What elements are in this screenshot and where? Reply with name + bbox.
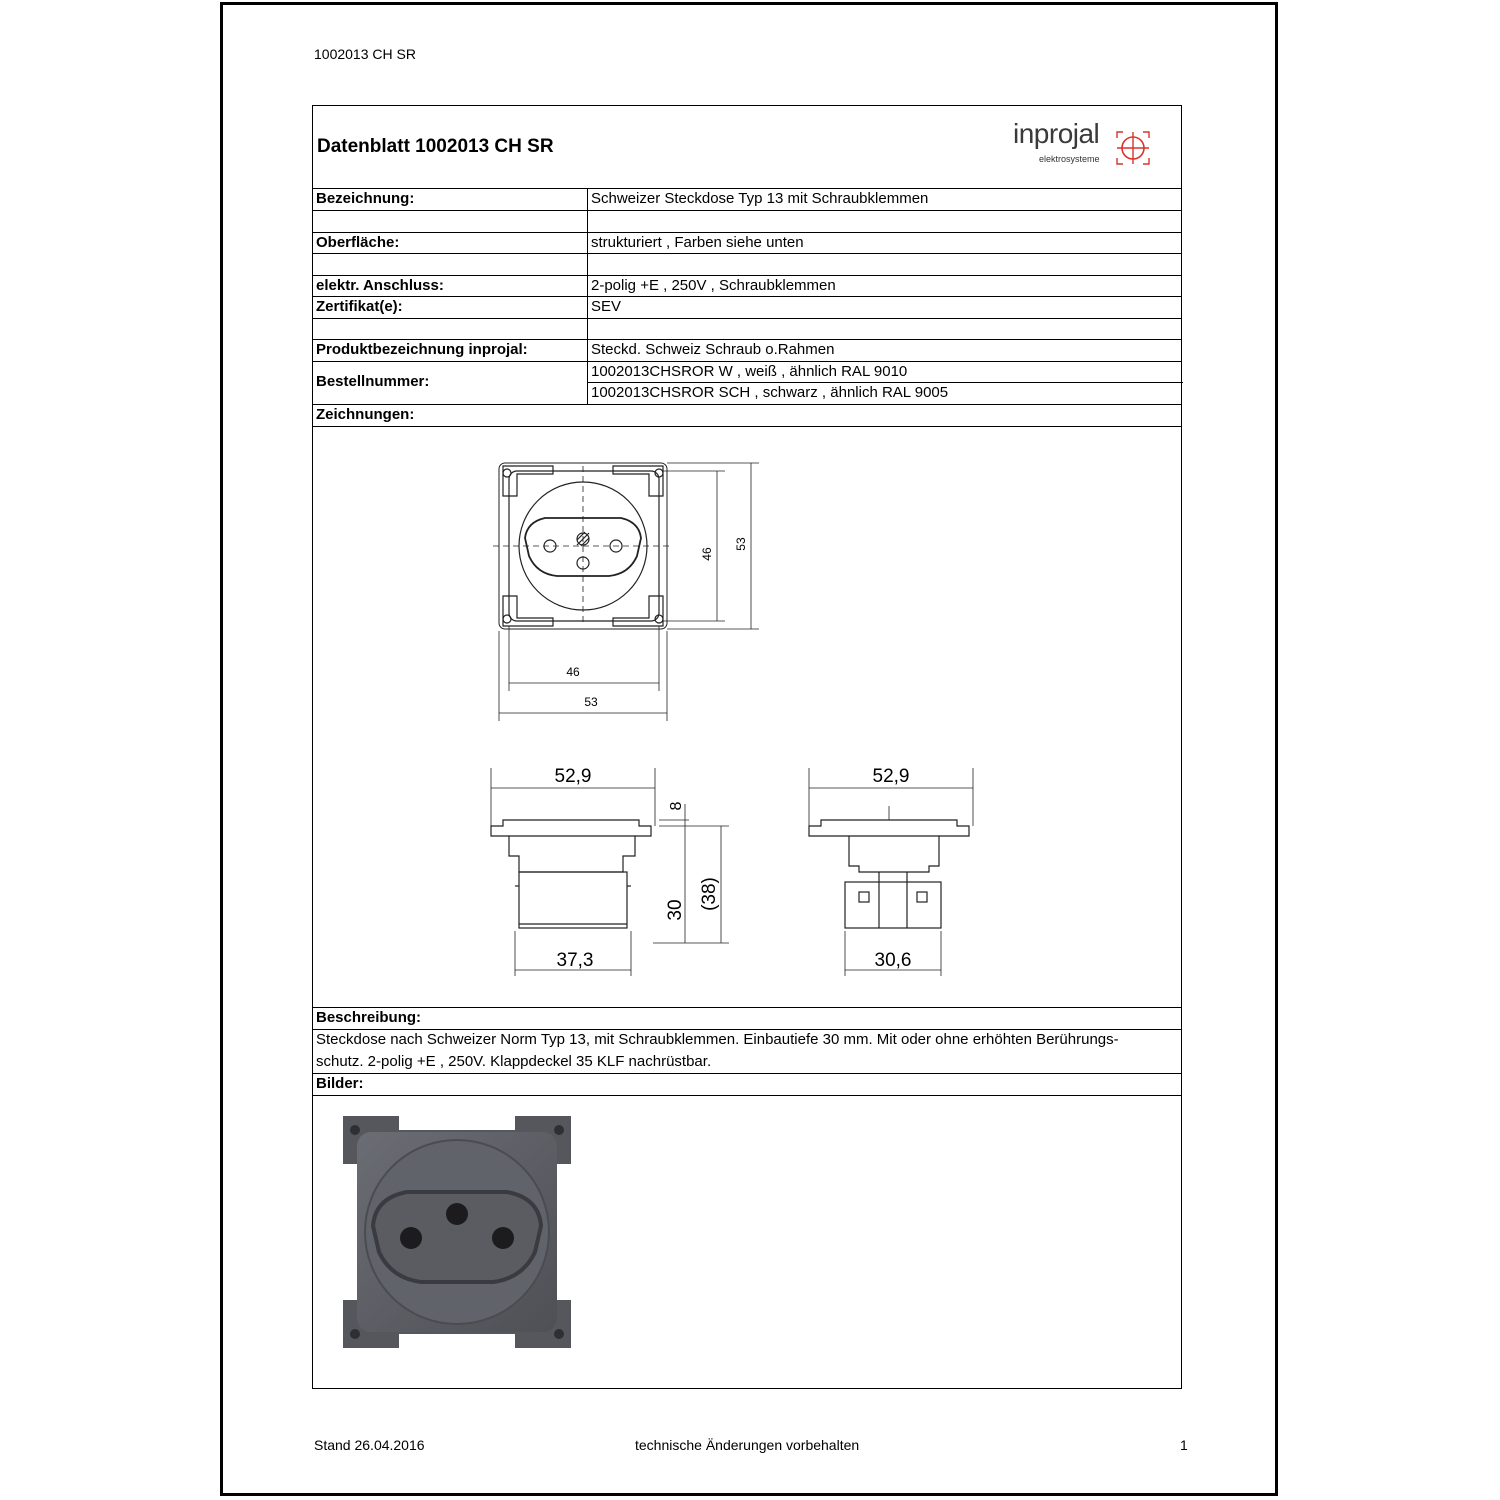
dim-front-horizontal-inner: 46 [566, 665, 580, 679]
technical-drawings [313, 426, 1181, 1006]
value-bestellnummer-w: 1002013CHSROR W , weiß , ähnlich RAL 9010 [591, 363, 908, 380]
dim-side-body-width: 37,3 [556, 950, 594, 971]
dim-front-vertical-inner: 46 [700, 547, 714, 561]
label-produkt: Produktbezeichnung inprojal: [316, 341, 528, 358]
front-view-drawing [493, 463, 759, 721]
footer-page-number: 1 [1180, 1437, 1188, 1453]
datasheet [312, 105, 1182, 1389]
description-line-2: schutz. 2-polig +E , 250V. Klappdeckel 35 KLF nachrüstbar. [316, 1053, 712, 1070]
dim-front-horizontal-outer: 53 [584, 695, 598, 709]
side-view-drawing-right [809, 768, 973, 976]
label-zeichnungen: Zeichnungen: [316, 406, 415, 423]
logo-target-icon [1115, 130, 1151, 166]
dim-side-width: 52,9 [554, 766, 592, 787]
value-oberflaeche: strukturiert , Farben siehe unten [591, 234, 804, 251]
dim-right-body-width: 30,6 [874, 950, 912, 971]
header-code: 1002013 CH SR [314, 46, 416, 62]
value-produkt: Steckd. Schweiz Schraub o.Rahmen [591, 341, 835, 358]
dim-side-flange-depth: 8 [668, 801, 685, 811]
value-anschluss: 2-polig +E , 250V , Schraubklemmen [591, 277, 836, 294]
logo [1013, 116, 1163, 178]
dim-side-total-depth: (38) [699, 877, 720, 911]
page-title: Datenblatt 1002013 CH SR [317, 136, 554, 157]
label-bilder: Bilder: [316, 1075, 364, 1092]
dim-right-width: 52,9 [872, 766, 910, 787]
label-bezeichnung: Bezeichnung: [316, 190, 415, 207]
label-oberflaeche: Oberfläche: [316, 234, 400, 251]
side-view-drawing-left [491, 768, 729, 976]
logo-wordmark: inprojal [1013, 118, 1100, 149]
footer-note: technische Änderungen vorbehalten [635, 1437, 860, 1453]
label-beschreibung: Beschreibung: [316, 1009, 422, 1026]
label-anschluss: elektr. Anschluss: [316, 277, 444, 294]
logo-subtitle: elektrosysteme [1039, 154, 1100, 164]
dim-side-depth: 30 [665, 899, 686, 921]
product-photo [337, 1112, 577, 1352]
description-line-1: Steckdose nach Schweizer Norm Typ 13, mit Schraubklemmen. Einbautiefe 30 mm. Mit oder ohne erhöhten Berührungs- [316, 1031, 1119, 1048]
value-bezeichnung: Schweizer Steckdose Typ 13 mit Schraubklemmen [591, 190, 929, 207]
label-zertifikat: Zertifikat(e): [316, 298, 403, 315]
value-bestellnummer-sch: 1002013CHSROR SCH , schwarz , ähnlich RAL 9005 [591, 384, 949, 401]
dim-front-vertical-outer: 53 [734, 537, 748, 551]
label-bestellnummer: Bestellnummer: [316, 373, 430, 390]
footer-stand: Stand 26.04.2016 [314, 1437, 425, 1453]
value-zertifikat: SEV [591, 298, 622, 315]
